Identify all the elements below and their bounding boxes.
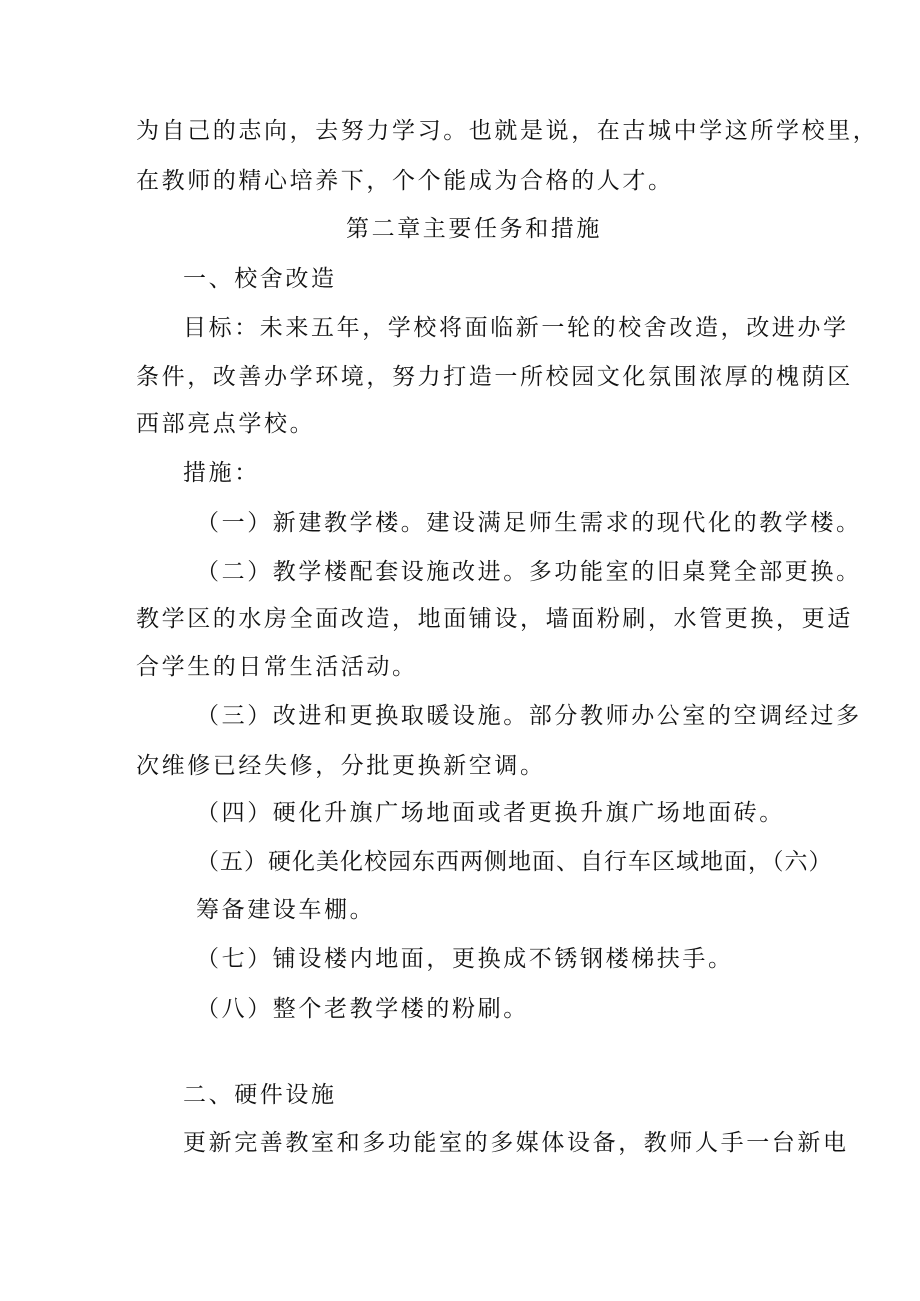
measure-item-8: （八）整个老教学楼的粉刷。 (196, 996, 529, 1022)
measure-item-5-line-1: （五）硬化美化校园东西两侧地面、自行车区域地面，（六） (196, 849, 833, 875)
measure-item-2-line-1: （二）教学楼配套设施改进。多功能室的旧桌凳全部更换。 (196, 559, 862, 585)
section2-heading: 二、硬件设施 (183, 1082, 337, 1108)
measure-item-7: （七）铺设楼内地面，更换成不锈钢楼梯扶手。 (196, 946, 734, 972)
measures-label: 措施： (183, 460, 260, 486)
intro-line-1: 为自己的志向，去努力学习。也就是说，在古城中学这所学校里， (136, 118, 879, 144)
measure-item-3-line-1: （三）改进和更换取暖设施。部分教师办公室的空调经过多 (196, 703, 862, 729)
measure-item-1: （一）新建教学楼。建设满足师生需求的现代化的教学楼。 (196, 510, 862, 536)
measure-item-5-line-2: 筹备建设车棚。 (196, 897, 376, 923)
measure-item-4: （四）硬化升旗广场地面或者更换升旗广场地面砖。 (196, 800, 785, 826)
measure-item-2-line-2: 教学区的水房全面改造，地面铺设，墙面粉刷，水管更换，更适 (136, 606, 853, 632)
goal-line-1: 目标：未来五年，学校将面临新一轮的校舍改造，改进办学 (183, 315, 849, 341)
measure-item-2-line-3: 合学生的日常生活活动。 (136, 654, 418, 680)
chapter-heading: 第二章主要任务和措施 (346, 216, 602, 242)
goal-line-2: 条件，改善办学环境，努力打造一所校园文化氛围浓厚的槐荫区 (136, 364, 853, 390)
section1-heading: 一、校舍改造 (183, 266, 337, 292)
measure-item-3-line-2: 次维修已经失修，分批更换新空调。 (136, 753, 546, 779)
intro-line-2: 在教师的精心培养下，个个能成为合格的人才。 (136, 168, 674, 194)
goal-line-3: 西部亮点学校。 (136, 411, 316, 437)
section2-line-1: 更新完善教室和多功能室的多媒体设备，教师人手一台新电 (183, 1130, 849, 1156)
